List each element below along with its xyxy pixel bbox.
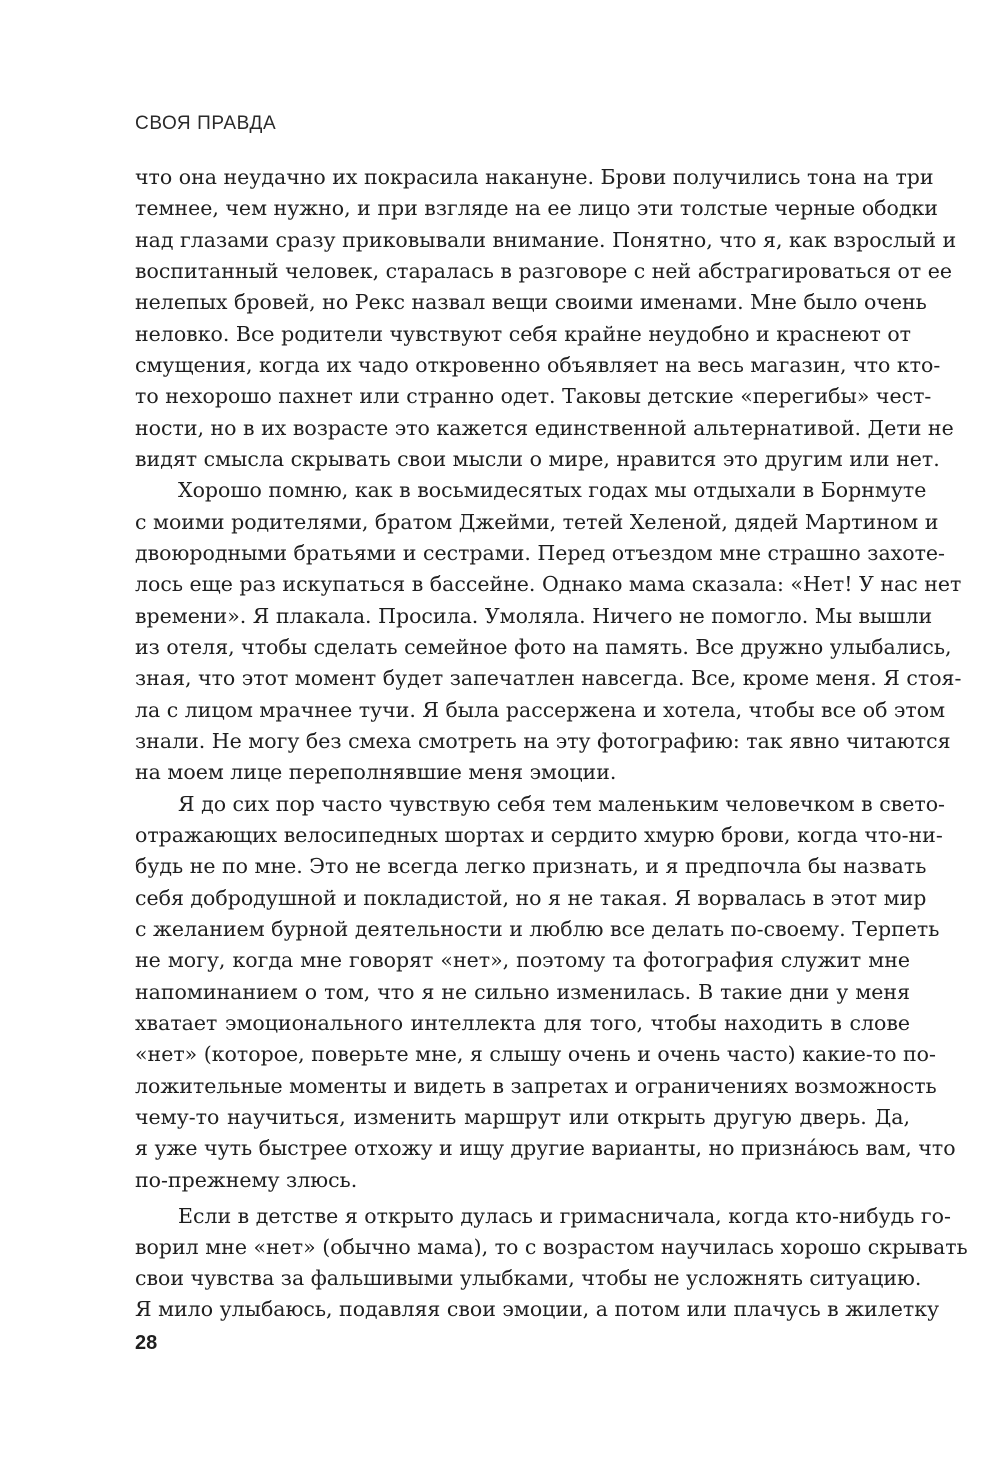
text-line: из отеля, чтобы сделать семейное фото на память. Все дружно улыбались,: [135, 635, 952, 659]
text-line: над глазами сразу приковывали внимание. Понятно, что я, как взрослый и: [135, 228, 957, 252]
text-line: с моими родителями, братом Джейми, тетей Хеленой, дядей Мартином и: [135, 510, 939, 534]
text-line: ности, но в их возрасте это кажется единственной альтернативой. Дети не: [135, 416, 954, 440]
text-line: нелепых бровей, но Рекс назвал вещи своими именами. Мне было очень: [135, 290, 927, 314]
text-line: Хорошо помню, как в восьмидесятых годах мы отдыхали в Борнмуте: [178, 478, 927, 502]
text-line: я уже чуть быстрее отхожу и ищу другие варианты, но признáюсь вам, что: [135, 1136, 956, 1160]
text-line: воспитанный человек, старалась в разговоре с ней абстрагироваться от ее: [135, 259, 952, 283]
text-line: чему-то научиться, изменить маршрут или открыть другую дверь. Да,: [135, 1105, 910, 1129]
text-line: неловко. Все родители чувствуют себя крайне неудобно и краснеют от: [135, 322, 912, 346]
text-line: времени». Я плакала. Просила. Умоляла. Ничего не помогло. Мы вышли: [135, 604, 933, 628]
text-line: смущения, когда их чадо откровенно объявляет на весь магазин, что кто-: [135, 353, 941, 377]
page-number: 28: [135, 1332, 158, 1354]
text-line: хватает эмоционального интеллекта для того, чтобы находить в слове: [135, 1011, 910, 1035]
text-line: Я до сих пор часто чувствую себя тем маленьким человечком в свето-: [178, 792, 945, 816]
text-line: с желанием бурной деятельности и люблю все делать по-своему. Терпеть: [135, 917, 940, 941]
text-line: двоюродными братьями и сестрами. Перед отъездом мне страшно захоте-: [135, 541, 945, 565]
text-line: Если в детстве я открыто дулась и гримасничала, когда кто-нибудь го-: [178, 1204, 951, 1228]
text-line: видят смысла скрывать свои мысли о мире, нравится это другим или нет.: [135, 447, 940, 471]
text-line: зная, что этот момент будет запечатлен навсегда. Все, кроме меня. Я стоя-: [135, 666, 962, 690]
running-head: СВОЯ ПРАВДА: [135, 113, 277, 134]
text-line: ложительные моменты и видеть в запретах и ограничениях возможность: [135, 1074, 937, 1098]
text-line: что она неудачно их покрасила накануне. Брови получились тона на три: [135, 165, 934, 189]
text-line: знали. Не могу без смеха смотреть на эту фотографию: так явно читаются: [135, 729, 951, 753]
text-line: будь не по мне. Это не всегда легко признать, и я предпочла бы назвать: [135, 854, 927, 878]
text-line: ворил мне «нет» (обычно мама), то с возрастом научилась хорошо скрывать: [135, 1235, 968, 1259]
text-line: на моем лице переполнявшие меня эмоции.: [135, 760, 617, 784]
text-line: темнее, чем нужно, и при взгляде на ее лицо эти толстые черные ободки: [135, 196, 938, 220]
text-line: свои чувства за фальшивыми улыбками, чтобы не усложнять ситуацию.: [135, 1266, 922, 1290]
text-line: не могу, когда мне говорят «нет», поэтому та фотография служит мне: [135, 948, 910, 972]
text-line: напоминанием о том, что я не сильно изменилась. В такие дни у меня: [135, 980, 910, 1004]
text-line: «нет» (которое, поверьте мне, я слышу очень и очень часто) какие-то по-: [135, 1042, 936, 1066]
text-line: по-прежнему злюсь.: [135, 1168, 358, 1192]
text-line: отражающих велосипедных шортах и сердито хмурю брови, когда что-ни-: [135, 823, 943, 847]
text-line: лось еще раз искупаться в бассейне. Однако мама сказала: «Нет! У нас нет: [135, 572, 962, 596]
text-line: Я мило улыбаюсь, подавляя свои эмоции, а потом или плачусь в жилетку: [135, 1297, 940, 1321]
text-line: то нехорошо пахнет или странно одет. Таковы детские «перегибы» чест-: [135, 384, 932, 408]
text-line: себя добродушной и покладистой, но я не такая. Я ворвалась в этот мир: [135, 886, 927, 910]
text-line: ла с лицом мрачнее тучи. Я была рассержена и хотела, чтобы все об этом: [135, 698, 946, 722]
